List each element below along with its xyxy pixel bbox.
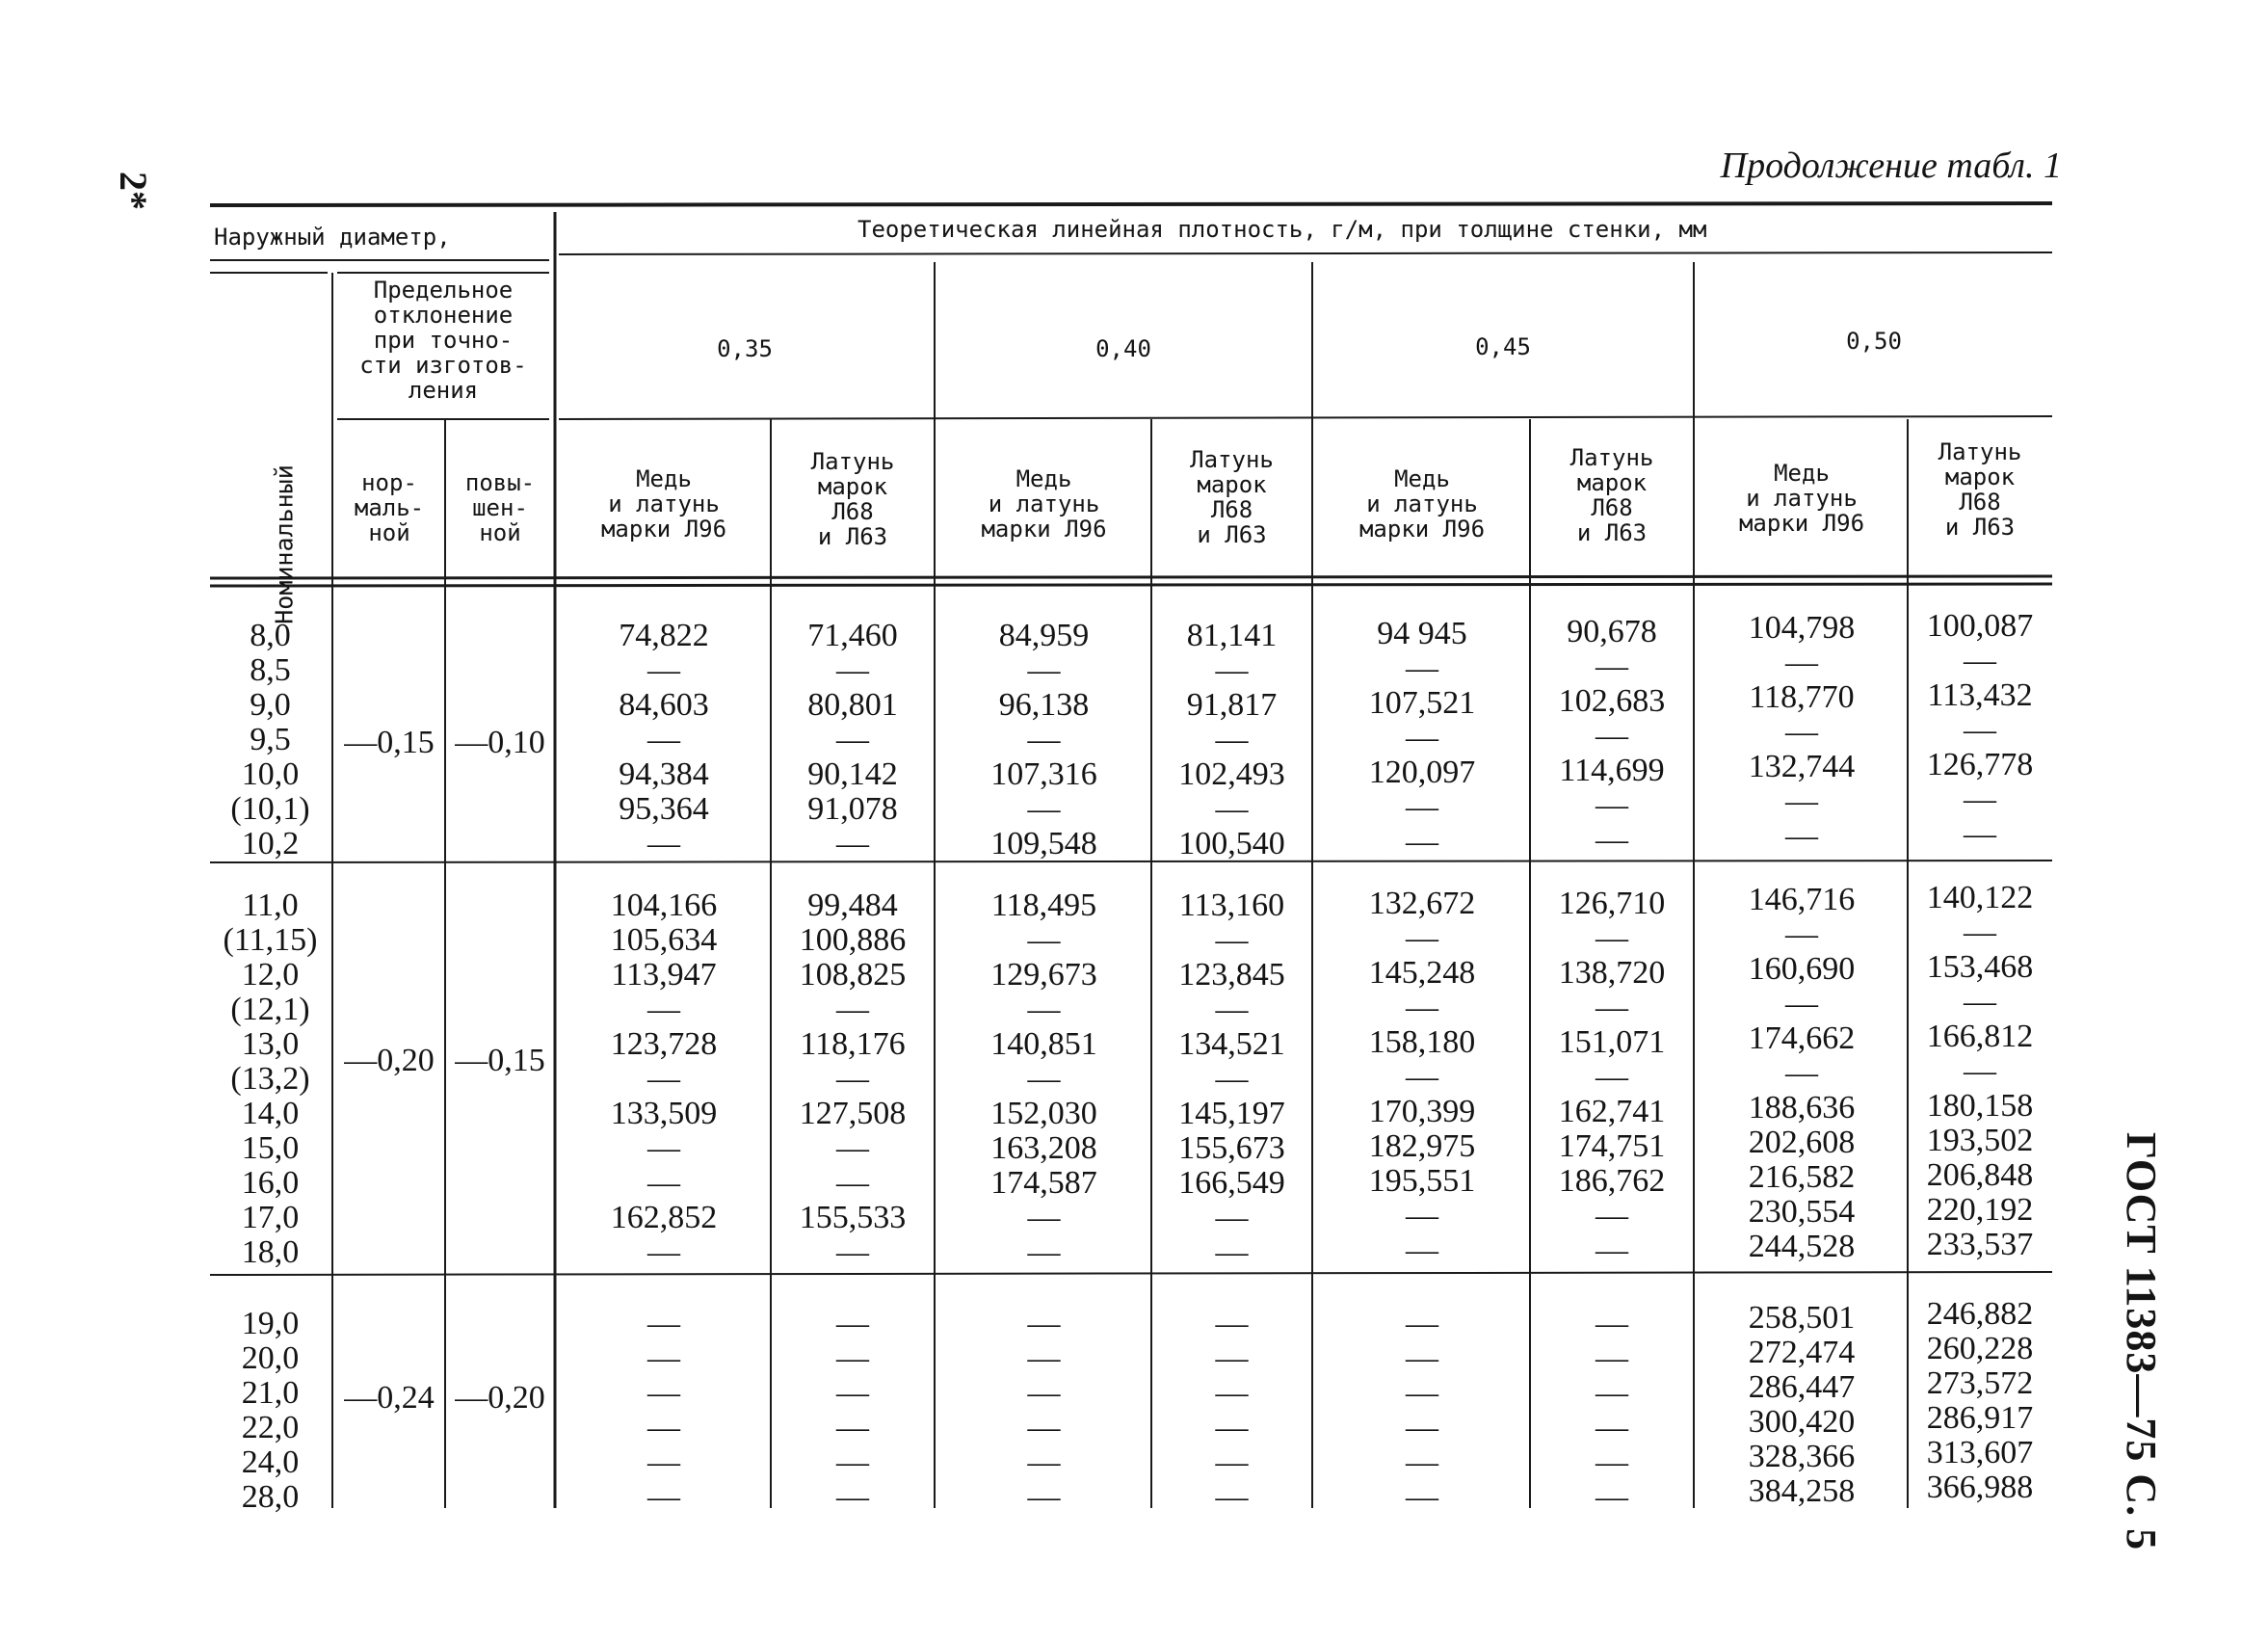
values-0-35-brass-group-2: 99,484 100,886 108,825 — 118,176 — 127,508 — — 155,533 — bbox=[799, 887, 907, 1270]
page-mark: 2* bbox=[112, 172, 155, 210]
copper-header-0-40: Медь и латунь марки Л96 bbox=[981, 465, 1107, 543]
values-0-50-copper-group-2: 146,716 — 160,690 — 174,662 — 188,636 202,608 216,582 230,554 244,528 bbox=[1748, 882, 1856, 1264]
thickness-0-35: 0,35 bbox=[717, 335, 773, 362]
thickness-0-40: 0,40 bbox=[1095, 335, 1151, 362]
values-0-40-copper-group-2: 118,495 — 129,673 — 140,851 — 152,030 163,208 174,587 — — bbox=[990, 887, 1097, 1270]
tolerance-normal-group-2: —0,20 bbox=[344, 1043, 435, 1078]
copper-header-0-35: Медь и латунь марки Л96 bbox=[600, 465, 727, 543]
thickness-0-45: 0,45 bbox=[1475, 333, 1531, 360]
values-0-40-copper-group-1: 84,959 — 96,138 — 107,316 — 109,548 bbox=[990, 618, 1097, 861]
density-header: Теоретическая линейная плотность, г/м, при толщине стенки, мм bbox=[857, 216, 1707, 243]
values-0-40-copper-group-3: — — — — — — bbox=[1027, 1306, 1061, 1515]
standard-code: ГОСТ 11383—75 С. 5 bbox=[2118, 1132, 2165, 1551]
values-0-35-brass-group-1: 71,460 — 80,801 — 90,142 91,078 — bbox=[807, 618, 898, 861]
values-0-50-copper-group-3: 258,501 272,474 286,447 300,420 328,366 384,258 bbox=[1748, 1300, 1856, 1509]
values-0-40-brass-group-1: 81,141 — 91,817 — 102,493 — 100,540 bbox=[1178, 618, 1285, 861]
values-0-45-brass-group-2: 126,710 — 138,720 — 151,071 — 162,741 174,751 186,762 — — bbox=[1558, 886, 1666, 1268]
values-0-45-copper-group-2: 132,672 — 145,248 — 158,180 — 170,399 182,975 195,551 — — bbox=[1368, 886, 1476, 1268]
copper-header-0-45: Медь и латунь марки Л96 bbox=[1358, 465, 1486, 543]
values-0-45-brass-group-1: 90,678 — 102,683 — 114,699 — — bbox=[1558, 614, 1666, 858]
values-0-45-copper-group-3: — — — — — — bbox=[1406, 1306, 1438, 1515]
copper-header-0-50: Медь и латунь марки Л96 bbox=[1738, 460, 1865, 537]
values-0-50-brass-group-2: 140,122 — 153,468 — 166,812 — 180,158 193,502 206,848 220,192 233,537 bbox=[1926, 880, 2034, 1262]
values-0-35-copper-group-3: — — — — — — bbox=[647, 1306, 680, 1515]
thickness-0-50: 0,50 bbox=[1846, 328, 1902, 355]
deviation-header: Предельное отклонение при точно- сти изготов- ления bbox=[359, 277, 527, 404]
brass-header-0-40: Латунь марок Л68 и Л63 bbox=[1190, 446, 1274, 548]
normal-accuracy-header: нор- маль- ной bbox=[354, 469, 425, 546]
values-0-50-brass-group-1: 100,087 — 113,432 — 126,778 — — bbox=[1926, 608, 2034, 852]
outer-diameter-header: Наружный диаметр, bbox=[214, 224, 451, 251]
nominal-header: Номинальный bbox=[270, 464, 299, 624]
nominal-diameters-group-1: 8,0 8,5 9,0 9,5 10,0 (10,1) 10,2 bbox=[230, 618, 310, 861]
values-0-50-brass-group-3: 246,882 260,228 273,572 286,917 313,607 366,988 bbox=[1926, 1296, 2034, 1505]
values-0-40-brass-group-3: — — — — — — bbox=[1215, 1306, 1249, 1515]
tolerance-normal-group-3: —0,24 bbox=[344, 1380, 435, 1416]
tolerance-normal-group-1: —0,15 bbox=[344, 725, 435, 760]
brass-header-0-45: Латунь марок Л68 и Л63 bbox=[1569, 444, 1654, 546]
brass-header-0-35: Латунь марок Л68 и Л63 bbox=[810, 448, 895, 550]
nominal-diameters-group-2: 11,0 (11,15) 12,0 (12,1) 13,0 (13,2) 14,0 15,0 16,0 17,0 18,0 bbox=[223, 887, 318, 1270]
values-0-45-brass-group-3: — — — — — — bbox=[1596, 1306, 1628, 1515]
values-0-50-copper-group-1: 104,798 — 118,770 — 132,744 — — bbox=[1748, 610, 1856, 854]
values-0-35-brass-group-3: — — — — — — bbox=[836, 1306, 869, 1515]
values-0-35-copper-group-1: 74,822 — 84,603 — 94,384 95,364 — bbox=[619, 618, 709, 861]
values-0-40-brass-group-2: 113,160 — 123,845 — 134,521 — 145,197 155,673 166,549 — — bbox=[1178, 887, 1285, 1270]
tolerance-increased-group-2: —0,15 bbox=[455, 1043, 545, 1078]
values-0-45-copper-group-1: 94 945 — 107,521 — 120,097 — — bbox=[1368, 616, 1476, 860]
values-0-35-copper-group-2: 104,166 105,634 113,947 — 123,728 — 133,509 — — 162,852 — bbox=[610, 887, 718, 1270]
tolerance-increased-group-3: —0,20 bbox=[455, 1380, 545, 1416]
nominal-diameters-group-3: 19,0 20,0 21,0 22,0 24,0 28,0 bbox=[241, 1306, 300, 1515]
increased-accuracy-header: повы- шен- ной bbox=[464, 469, 536, 546]
tolerance-increased-group-1: —0,10 bbox=[455, 725, 545, 760]
brass-header-0-50: Латунь марок Л68 и Л63 bbox=[1938, 438, 2022, 541]
table-continuation-title: Продолжение табл. 1 bbox=[1720, 146, 2062, 186]
